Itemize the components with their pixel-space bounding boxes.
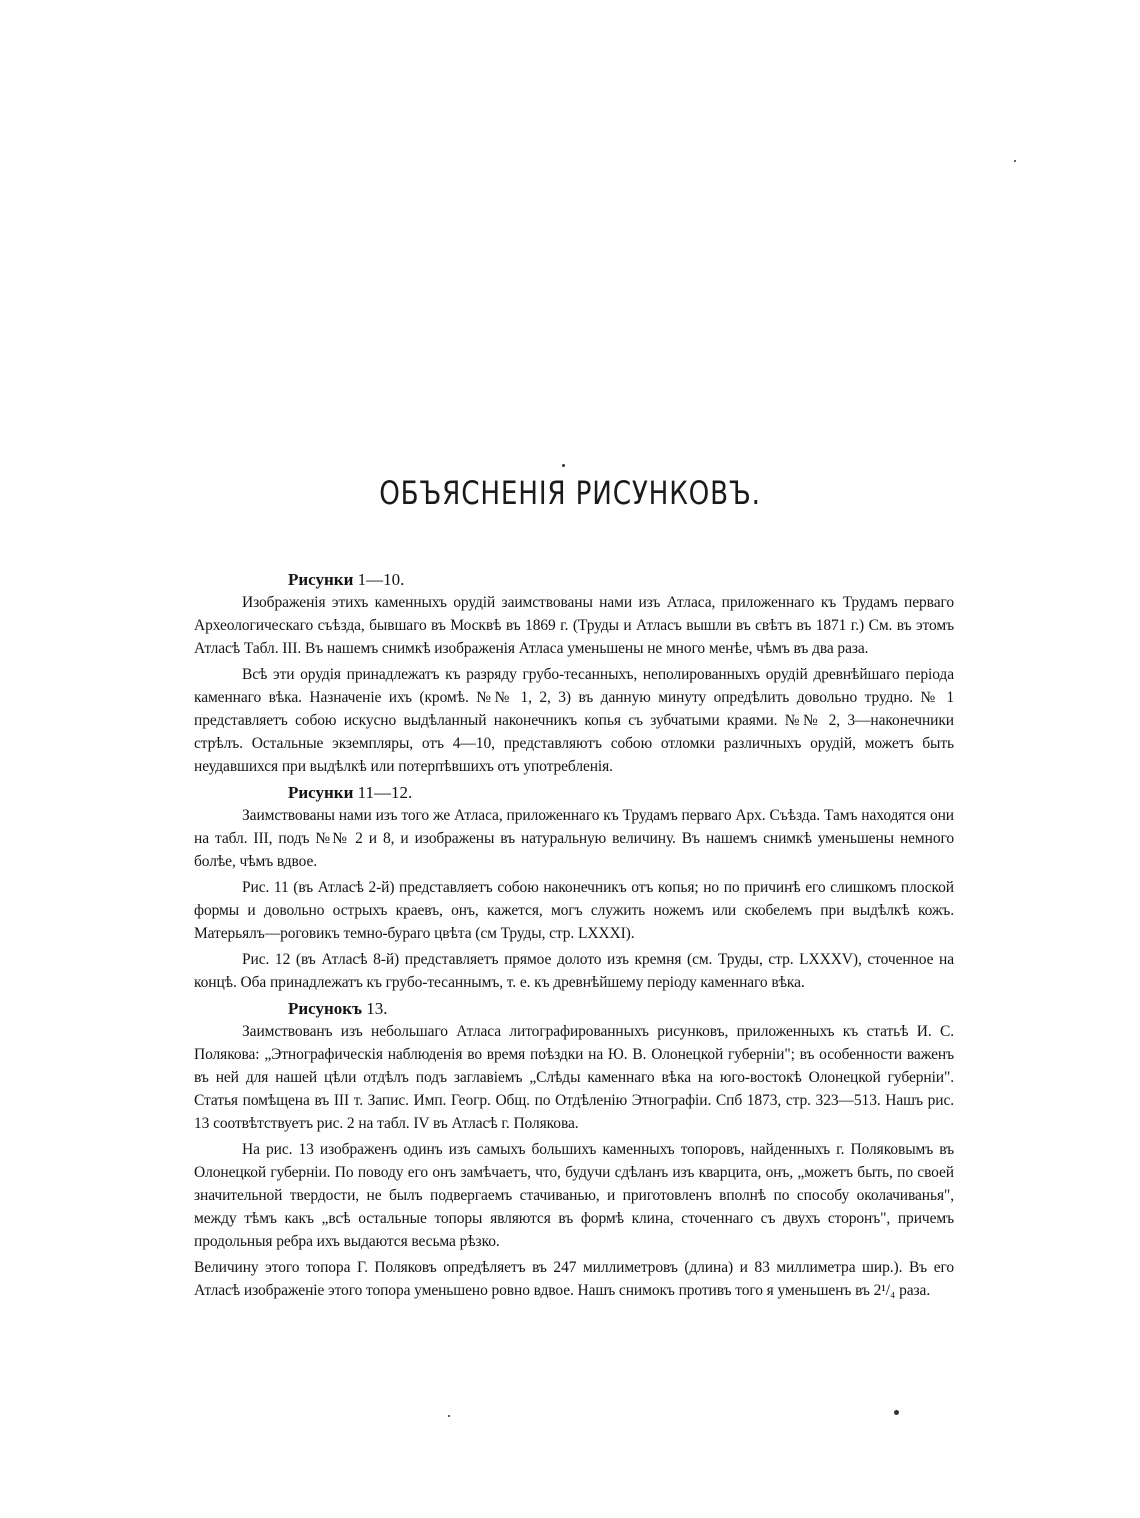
paragraph: Заимствованы нами изъ того же Атласа, приложеннаго къ Трудамъ перваго Арх. Съѣзда. Тамъ находятся они на табл. III, подъ №№ 2 и 8, и изображены въ натуральную величину. Въ нашемъ снимкѣ уменьшены немного болѣе, чѣмъ вдвое. <box>194 807 954 870</box>
section-heading <box>194 997 954 1020</box>
section-heading-number: 1—10. <box>357 570 405 589</box>
paragraph: Рис. 12 (въ Атласѣ 8-й) представляетъ прямое долото изъ кремня (см. Труды, стр. LXXXV), сточенное на концѣ. Оба принадлежатъ къ грубо-тесаннымъ, т. е. къ древнѣйшему періоду каменнаго вѣка. <box>194 951 954 991</box>
paragraph: Заимствованъ изъ небольшаго Атласа литографированныхъ рисунковъ, приложенныхъ къ статьѣ И. С. Полякова: „Этнографическія наблюденія во время поѣздки на Ю. В. Олонецкой губерніи"; въ особенности важенъ въ ней для нашей цѣли отдѣлъ подъ заглавіемъ „Слѣды каменнаго вѣка на юго-востокѣ Олонецкой губерніи". Статья помѣщена въ III т. Запис. Имп. Геогр. Общ. по Отдѣленію Этнографіи. Спб 1873, стр. 323—513. Нашъ рис. 13 соотвѣтствуетъ рис. 2 на табл. IV въ Атласѣ г. Полякова. <box>194 1023 954 1132</box>
section-heading <box>194 781 954 804</box>
print-speck <box>894 1410 899 1415</box>
section-heading-number: 11—12. <box>357 783 413 802</box>
paragraph: На рис. 13 изображенъ одинъ изъ самыхъ большихъ каменныхъ топоровъ, найденныхъ г. Поляковымъ въ Олонецкой губерніи. По поводу его онъ замѣчаетъ, что, будучи сдѣланъ изъ кварцита, онъ, „можетъ быть, по своей значительной твердости, не былъ подвергаемъ стачиванью, и приготовленъ вполнѣ по способу околачиванья", между тѣмъ какъ „всѣ остальные топоры являются въ формѣ клина, сточеннаго съ двухъ сторонъ", причемъ продольныя ребра ихъ выдаются весьма рѣзко. <box>194 1141 954 1250</box>
print-speck <box>448 1415 450 1417</box>
print-speck <box>562 464 565 467</box>
section-heading-label: Рисунки <box>288 570 354 589</box>
paragraph: Изображенія этихъ каменныхъ орудій заимствованы нами изъ Атласа, приложеннаго къ Трудамъ перваго Археологическаго съѣзда, бывшаго въ Москвѣ въ 1869 г. (Труды и Атласъ вышли въ свѣтъ въ 1871 г.) См. въ этомъ Атласѣ Табл. III. Въ нашемъ снимкѣ изображенія Атласа уменьшены не много менѣе, чѣмъ въ два раза. <box>194 594 954 657</box>
paragraph: Рис. 11 (въ Атласѣ 2-й) представляетъ собою наконечникъ отъ копья; но по причинѣ его слишкомъ плоской формы и довольно острыхъ краевъ, онъ, кажется, могъ служить ножемъ или скобелемъ при выдѣлкѣ кожъ. Матерьялъ—роговикъ темно-бураго цвѣта (см Труды, стр. LXXXI). <box>194 879 954 942</box>
page-title: ОБЪЯСНЕНІЯ РИСУНКОВЪ. <box>379 474 761 512</box>
section-heading-label: Рисунокъ <box>288 999 363 1018</box>
print-speck <box>1014 160 1016 162</box>
section-heading-number: 13. <box>366 999 388 1018</box>
document-body <box>194 568 954 1305</box>
paragraph: Величину этого топора Г. Поляковъ опредѣляетъ въ 247 миллиметровъ (длина) и 83 миллиметра шир.). Въ его Атласѣ изображеніе этого топора уменьшено ровно вдвое. Нашъ снимокъ противъ того я уменьшенъ въ 2¹/₄ раза. <box>194 1259 954 1299</box>
section-heading <box>194 568 954 591</box>
section-heading-label: Рисунки <box>288 783 354 802</box>
paragraph: Всѣ эти орудія принадлежатъ къ разряду грубо-тесанныхъ, неполированныхъ орудій древнѣйшаго періода каменнаго вѣка. Назначеніе ихъ (кромѣ. №№ 1, 2, 3) въ данную минуту опредѣлить довольно трудно. № 1 представляетъ собою искусно выдѣланный наконечникъ копья съ зубчатыми краями. №№ 2, 3—наконечники стрѣлъ. Остальные экземпляры, отъ 4—10, представляютъ собою отломки различныхъ орудій, можетъ быть неудавшихся при выдѣлкѣ или потерпѣвшихъ отъ употребленія. <box>194 666 954 775</box>
